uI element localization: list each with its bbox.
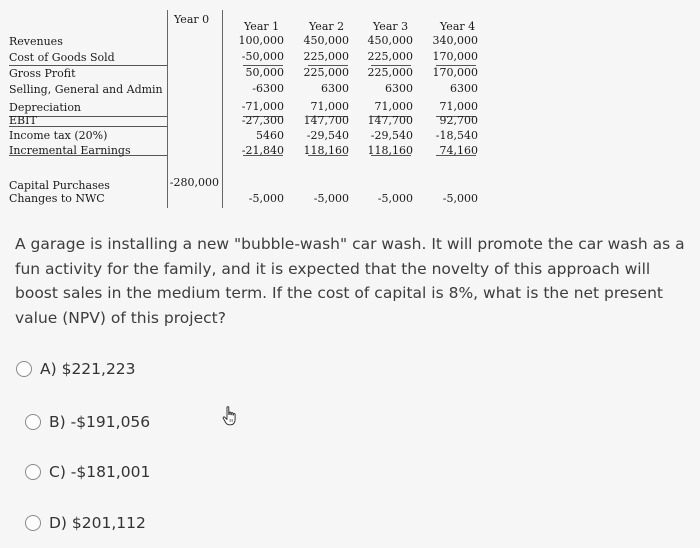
table-cell: -5,000 bbox=[442, 192, 478, 205]
year-header: Year 3 bbox=[373, 20, 409, 33]
option-b[interactable] bbox=[25, 413, 150, 431]
table-cell: 147,700 bbox=[303, 114, 349, 127]
table-cell: -5,000 bbox=[248, 192, 284, 205]
table-rule bbox=[9, 65, 167, 66]
year-header: Year 0 bbox=[174, 13, 210, 26]
row-label: Cost of Goods Sold bbox=[9, 51, 115, 64]
table-divider bbox=[167, 10, 168, 208]
option-label: A) $221,223 bbox=[40, 360, 136, 378]
table-cell: 170,000 bbox=[432, 50, 478, 63]
table-cell: 340,000 bbox=[432, 34, 478, 47]
table-cell: 6300 bbox=[321, 82, 349, 95]
table-cell: 6300 bbox=[450, 82, 478, 95]
hand-pointer-icon bbox=[221, 405, 239, 427]
option-label: B) -$191,056 bbox=[49, 413, 151, 431]
table-cell: 170,000 bbox=[432, 66, 478, 79]
table-cell: 450,000 bbox=[367, 34, 413, 47]
option-c[interactable] bbox=[25, 463, 150, 481]
table-cell: 71,000 bbox=[374, 100, 413, 113]
table-cell: 225,000 bbox=[367, 50, 413, 63]
table-cell: -27,300 bbox=[241, 114, 284, 127]
option-a[interactable] bbox=[16, 360, 136, 378]
table-cell: -280,000 bbox=[169, 176, 219, 189]
table-cell: 450,000 bbox=[303, 34, 349, 47]
table-cell: -5,000 bbox=[313, 192, 349, 205]
table-cell: 225,000 bbox=[303, 66, 349, 79]
table-cell: 71,000 bbox=[310, 100, 349, 113]
table-cell: 6300 bbox=[385, 82, 413, 95]
table-cell: 100,000 bbox=[238, 34, 284, 47]
row-label: Selling, General and Admin bbox=[9, 83, 163, 96]
table-cell: 118,160 bbox=[303, 144, 349, 157]
year-header: Year 4 bbox=[440, 20, 476, 33]
financial-table bbox=[0, 0, 700, 220]
year-header: Year 2 bbox=[309, 20, 345, 33]
table-cell: 50,000 bbox=[245, 66, 284, 79]
option-label: C) -$181,001 bbox=[49, 463, 151, 481]
table-cell: 5460 bbox=[256, 129, 284, 142]
table-cell: -50,000 bbox=[241, 50, 284, 63]
table-cell: 147,700 bbox=[367, 114, 413, 127]
row-label: Income tax (20%) bbox=[9, 129, 108, 142]
table-cell: 225,000 bbox=[367, 66, 413, 79]
row-label: EBIT bbox=[9, 114, 37, 127]
row-label: Gross Profit bbox=[9, 67, 76, 80]
radio-button[interactable] bbox=[16, 361, 32, 377]
table-cell: 92,700 bbox=[439, 114, 478, 127]
radio-button[interactable] bbox=[25, 464, 41, 480]
year-header: Year 1 bbox=[244, 20, 280, 33]
row-label: Changes to NWC bbox=[9, 192, 105, 205]
row-label: Depreciation bbox=[9, 101, 82, 114]
radio-button[interactable] bbox=[25, 414, 41, 430]
question-text: A garage is installing a new "bubble-wash" car wash. It will promote the car wash as a fun activity for the family, and it is expected that the novelty of this approach will boost sales in the medium term. If the cost of capital is 8%, what is the net present value (NPV) of this project? bbox=[15, 235, 685, 327]
table-cell: -18,540 bbox=[435, 129, 478, 142]
row-label: Capital Purchases bbox=[9, 179, 110, 192]
option-label: D) $201,112 bbox=[49, 514, 146, 532]
table-cell: 225,000 bbox=[303, 50, 349, 63]
table-cell: -21,840 bbox=[241, 144, 284, 157]
row-label: Revenues bbox=[9, 35, 63, 48]
table-cell: -5,000 bbox=[377, 192, 413, 205]
table-cell: -29,540 bbox=[370, 129, 413, 142]
table-cell: -6300 bbox=[252, 82, 284, 95]
table-cell: 74,160 bbox=[439, 144, 478, 157]
row-label: Incremental Earnings bbox=[9, 144, 131, 157]
table-cell: 118,160 bbox=[367, 144, 413, 157]
table-cell: -71,000 bbox=[241, 100, 284, 113]
table-cell: -29,540 bbox=[306, 129, 349, 142]
radio-button[interactable] bbox=[25, 515, 41, 531]
option-d[interactable] bbox=[25, 514, 146, 532]
table-cell: 71,000 bbox=[439, 100, 478, 113]
table-divider bbox=[222, 10, 223, 208]
